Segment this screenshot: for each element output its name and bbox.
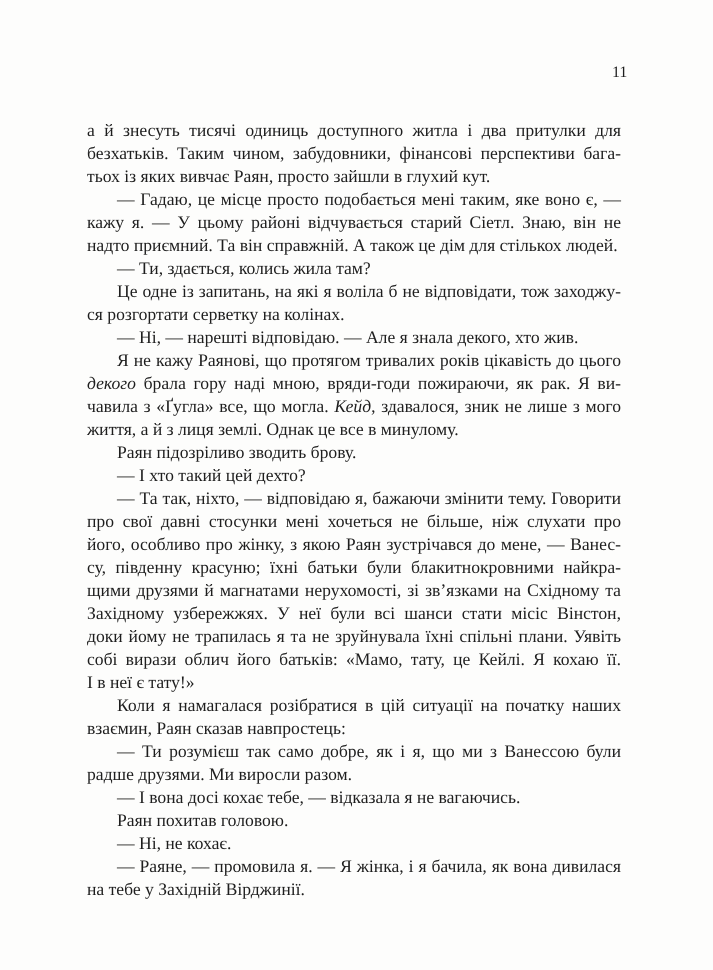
text-line: — І хто такий цей дехто? bbox=[117, 465, 306, 485]
text-line: — Ні, — нарешті відповідаю. — Але я знала декого, хто жив. bbox=[117, 327, 579, 347]
body-text bbox=[87, 119, 621, 901]
text-line: — Та так, ніхто, — відповідаю я, бажаючи змінити тему. Говорити bbox=[117, 488, 621, 508]
text-line: надто приємний. Та він справжній. А також це дім для стількох людей. bbox=[87, 235, 618, 255]
text-line: — Гадаю, це місце просто подобається мені таким, яке воно є, — bbox=[117, 189, 621, 209]
text-line: взаємин, Раян сказав навпростець: bbox=[87, 718, 346, 738]
text-line: а й знесуть тисячі одиниць доступного житла і два притулки для bbox=[87, 120, 621, 140]
text-line: про свої давні стосунки мені хочеться не більше, ніж слухати про bbox=[87, 511, 621, 531]
text-line: су, південну красуню; їхні батьки були блакитнокровними найкра- bbox=[87, 557, 621, 577]
line-segment: чавила з «Ґугла» все, що могла. bbox=[87, 396, 335, 416]
text-line: собі вирази облич його батьків: «Мамо, тату, це Кейлі. Я кохаю її. bbox=[87, 649, 621, 669]
text-line: кажу я. — У цьому районі відчувається старий Сіетл. Знаю, він не bbox=[87, 212, 621, 232]
italic-word: Кейд bbox=[334, 396, 372, 416]
text-line: його, особливо про жінку, з якою Раян зустрічався до мене, — Ванес- bbox=[87, 534, 621, 554]
text-line: — Раяне, — промовила я. — Я жінка, і я бачила, як вона дивилася bbox=[117, 856, 621, 876]
text-line: Раян похитав головою. bbox=[117, 810, 289, 830]
text-line: щими друзями й магнатами нерухомості, зі зв’язками на Східному та bbox=[87, 580, 621, 600]
text-line: Коли я намагалася розібратися в цій ситуації на початку наших bbox=[117, 695, 621, 715]
text-line: на тебе у Західній Вірджинії. bbox=[87, 879, 305, 899]
text-line: — Ти розумієш так само добре, як і я, що ми з Ванессою були bbox=[117, 741, 621, 761]
text-line: Я не кажу Раянові, що протягом тривалих років цікавість до цього bbox=[117, 350, 621, 370]
text-line: І в неї є тату!» bbox=[87, 672, 195, 692]
text-line bbox=[87, 395, 621, 418]
text-line: — Ти, здається, колись жила там? bbox=[117, 258, 371, 278]
line-segment: , здавалося, зник не лише з мого bbox=[371, 396, 621, 416]
text-line: тьох із яких вивчає Раян, просто зайшли в глухий кут. bbox=[87, 166, 491, 186]
page-number: 11 bbox=[612, 64, 628, 81]
text-line bbox=[87, 372, 621, 395]
text-line: доки йому не трапилась я та не зруйнувала їхні спільні плани. Уявіть bbox=[87, 626, 621, 646]
text-line: Це одне із запитань, на які я воліла б не відповідати, тож заходжу- bbox=[117, 281, 621, 301]
text-line: Раян підозріливо зводить брову. bbox=[117, 442, 357, 462]
text-line: Західному узбережжях. У неї були всі шанси стати місіс Вінстон, bbox=[87, 603, 621, 623]
line-segment: брала гору наді мною, вряди-годи пожираючи, як рак. Я ви- bbox=[135, 373, 621, 393]
text-line: ся розгортати серветку на колінах. bbox=[87, 304, 345, 324]
text-line: безхатьків. Таким чином, забудовники, фінансові перспективи бага- bbox=[87, 143, 621, 163]
text-line: радше друзями. Ми виросли разом. bbox=[87, 764, 353, 784]
text-line: — Ні, не кохає. bbox=[117, 833, 232, 853]
italic-word: декого bbox=[87, 373, 136, 393]
text-line: життя, а й з лиця землі. Однак це все в минулому. bbox=[87, 419, 459, 439]
text-line: — І вона досі кохає тебе, — відказала я не вагаючись. bbox=[117, 787, 521, 807]
